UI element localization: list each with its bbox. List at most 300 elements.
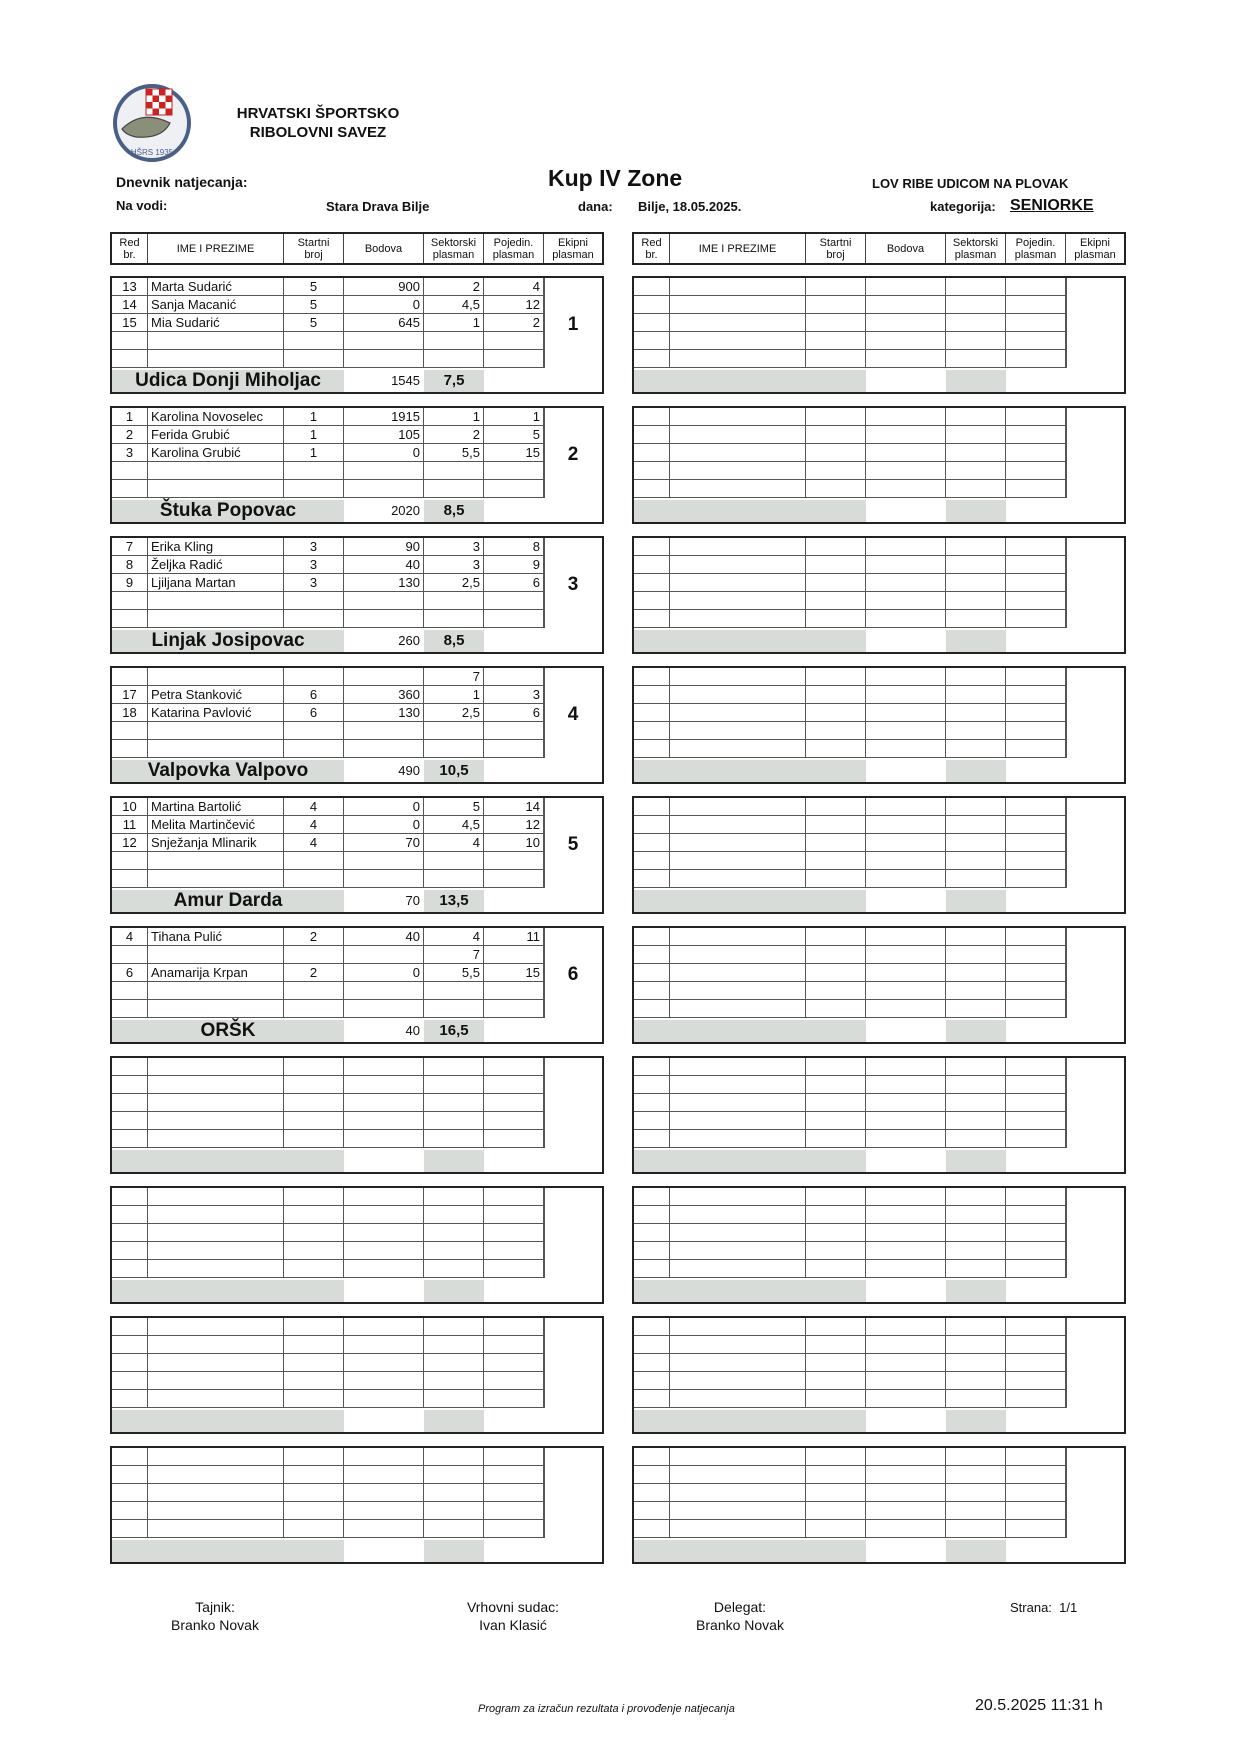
start-number: 4: [284, 834, 344, 851]
sector-placement: 5,5: [424, 444, 484, 461]
row-number: [634, 686, 670, 703]
sector-placement: [946, 426, 1006, 443]
individual-placement: [1006, 1188, 1066, 1205]
start-number: [806, 1130, 866, 1147]
start-number: [284, 1260, 344, 1277]
individual-placement: [1006, 1520, 1066, 1537]
start-number: [806, 1112, 866, 1129]
competitor-name: [670, 1354, 806, 1371]
points: [344, 1484, 424, 1501]
points: [866, 408, 946, 425]
individual-placement: [1006, 1130, 1066, 1147]
sector-placement: [946, 1188, 1006, 1205]
team-placement: [946, 500, 1006, 522]
row-number: [634, 1318, 670, 1335]
discipline: LOV RIBE UDICOM NA PLOVAK: [872, 176, 1069, 191]
sector-placement: [946, 1112, 1006, 1129]
sector-placement: [946, 982, 1006, 999]
points: [866, 314, 946, 331]
start-number: [284, 1224, 344, 1241]
competitor-row: [112, 408, 544, 426]
competitor-row: [634, 278, 1066, 296]
start-number: [806, 1076, 866, 1093]
start-number: [806, 1466, 866, 1483]
individual-placement: [1006, 1112, 1066, 1129]
competitor-row: [634, 1242, 1066, 1260]
competitor-row: [112, 1318, 544, 1336]
row-number: [112, 610, 148, 627]
points: [866, 704, 946, 721]
start-number: [284, 592, 344, 609]
competitor-name: [148, 1466, 284, 1483]
points: 70: [344, 834, 424, 851]
row-number: [634, 870, 670, 887]
start-number: [284, 740, 344, 757]
competitor-name: [670, 1076, 806, 1093]
start-number: [806, 1448, 866, 1465]
row-number: 17: [112, 686, 148, 703]
points: [866, 1058, 946, 1075]
col-sector: Sektorski plasman: [424, 234, 484, 263]
row-number: [634, 798, 670, 815]
row-number: [112, 1206, 148, 1223]
competitor-name: Sanja Macanić: [148, 296, 284, 313]
competitor-name: [148, 1260, 284, 1277]
individual-placement: [484, 852, 544, 869]
competitor-name: [148, 870, 284, 887]
start-number: [806, 686, 866, 703]
competitor-row: [634, 1094, 1066, 1112]
sector-placement: [946, 1206, 1006, 1223]
sector-placement: [946, 798, 1006, 815]
points: 0: [344, 296, 424, 313]
row-number: 12: [112, 834, 148, 851]
competitor-name: [670, 1336, 806, 1353]
sector-placement: [946, 722, 1006, 739]
start-number: [806, 1242, 866, 1259]
team-name: Amur Darda: [173, 890, 283, 911]
points: 90: [344, 538, 424, 555]
individual-placement: [1006, 408, 1066, 425]
points: [866, 1520, 946, 1537]
competitor-name: [148, 1242, 284, 1259]
points: [866, 610, 946, 627]
individual-placement: [484, 1448, 544, 1465]
row-number: [112, 852, 148, 869]
points: [866, 816, 946, 833]
row-number: [112, 592, 148, 609]
competitor-name: [670, 982, 806, 999]
row-number: [634, 1260, 670, 1277]
individual-placement: 8: [484, 538, 544, 555]
start-number: [284, 1188, 344, 1205]
team-block-right: [632, 406, 1126, 524]
competitor-name: [670, 426, 806, 443]
points: [344, 480, 424, 497]
row-number: [634, 928, 670, 945]
row-number: [634, 592, 670, 609]
individual-placement: [1006, 444, 1066, 461]
sector-placement: [424, 1000, 484, 1017]
competitor-row: [112, 1094, 544, 1112]
competitor-name: [670, 834, 806, 851]
team-placement: [946, 370, 1006, 392]
team-block-left: [110, 1056, 604, 1174]
hsrs-logo: [112, 83, 192, 163]
competitor-name: [148, 852, 284, 869]
individual-placement: 14: [484, 798, 544, 815]
individual-placement: [1006, 928, 1066, 945]
team-placement: [946, 890, 1006, 912]
competitor-name: [670, 1000, 806, 1017]
start-number: [284, 350, 344, 367]
competitor-name: [670, 592, 806, 609]
start-number: 2: [284, 928, 344, 945]
individual-placement: 15: [484, 444, 544, 461]
start-number: [806, 426, 866, 443]
sector-placement: [424, 610, 484, 627]
competitor-name: [148, 1076, 284, 1093]
competitor-name: [670, 278, 806, 295]
competitor-row: [112, 1502, 544, 1520]
water-label: Na vodi:: [116, 198, 168, 213]
competitor-name: [148, 1336, 284, 1353]
team-name-bar: [112, 1150, 344, 1172]
team-block-right: [632, 1446, 1126, 1564]
individual-placement: [484, 722, 544, 739]
competitor-row: [112, 1076, 544, 1094]
row-number: [634, 350, 670, 367]
team-block-right: [632, 1056, 1126, 1174]
sector-placement: 2: [424, 278, 484, 295]
points: [866, 1094, 946, 1111]
row-number: [112, 462, 148, 479]
individual-placement: [1006, 610, 1066, 627]
points: [866, 870, 946, 887]
competitor-row: [634, 946, 1066, 964]
individual-placement: [484, 1188, 544, 1205]
row-number: 14: [112, 296, 148, 313]
points: [344, 1336, 424, 1353]
individual-placement: [1006, 722, 1066, 739]
competitor-name: [670, 444, 806, 461]
sector-placement: [424, 462, 484, 479]
row-number: [634, 1466, 670, 1483]
individual-placement: [1006, 870, 1066, 887]
points: [866, 722, 946, 739]
individual-placement: 10: [484, 834, 544, 851]
row-number: [634, 1076, 670, 1093]
row-number: [634, 408, 670, 425]
individual-placement: [1006, 946, 1066, 963]
individual-placement: [1006, 686, 1066, 703]
sector-placement: [424, 1076, 484, 1093]
individual-placement: [1006, 462, 1066, 479]
sector-placement: [424, 740, 484, 757]
individual-placement: [484, 1502, 544, 1519]
sector-placement: [946, 704, 1006, 721]
individual-placement: [1006, 350, 1066, 367]
sector-placement: [946, 1260, 1006, 1277]
individual-placement: [484, 1242, 544, 1259]
individual-placement: [1006, 1076, 1066, 1093]
row-number: 18: [112, 704, 148, 721]
start-number: [806, 1206, 866, 1223]
competitor-row: [112, 1130, 544, 1148]
col-individual-right: Pojedin. plasman: [1006, 234, 1066, 263]
points: [866, 1336, 946, 1353]
page-number: Strana: 1/1: [1010, 1600, 1078, 1615]
start-number: [806, 1224, 866, 1241]
col-sector-right: Sektorski plasman: [946, 234, 1006, 263]
team-block-left: [110, 536, 604, 654]
points: [866, 834, 946, 851]
team-name-bar: [634, 890, 866, 912]
competitor-name: [670, 332, 806, 349]
sector-placement: [946, 538, 1006, 555]
team-name-bar: [634, 1150, 866, 1172]
sector-placement: [946, 1058, 1006, 1075]
individual-placement: [1006, 1336, 1066, 1353]
row-number: [634, 1000, 670, 1017]
sector-placement: [424, 1242, 484, 1259]
start-number: [806, 1058, 866, 1075]
points: [344, 870, 424, 887]
start-number: [284, 1502, 344, 1519]
start-number: [806, 538, 866, 555]
competitor-row: [634, 296, 1066, 314]
individual-placement: 1: [484, 408, 544, 425]
start-number: [806, 1188, 866, 1205]
row-number: [634, 314, 670, 331]
start-number: [806, 556, 866, 573]
competitor-row: [112, 1448, 544, 1466]
competitor-name: [148, 1206, 284, 1223]
individual-placement: [484, 350, 544, 367]
competitor-name: [148, 592, 284, 609]
competitor-row: [634, 1130, 1066, 1148]
competitor-row: [634, 1336, 1066, 1354]
points: 0: [344, 798, 424, 815]
water-name: Stara Drava Bilje: [326, 199, 430, 214]
points: [866, 1502, 946, 1519]
competitor-name: [670, 556, 806, 573]
competitor-name: [670, 1484, 806, 1501]
competitor-row: [112, 852, 544, 870]
points: [866, 964, 946, 981]
competitor-row: [634, 1076, 1066, 1094]
row-number: 9: [112, 574, 148, 591]
competitor-name: [148, 1520, 284, 1537]
competitor-name: [670, 852, 806, 869]
delegate-block: [675, 1598, 805, 1634]
sector-placement: 7: [424, 668, 484, 685]
start-number: [806, 1372, 866, 1389]
sector-placement: [424, 592, 484, 609]
sector-placement: [424, 350, 484, 367]
row-number: [634, 740, 670, 757]
start-number: 3: [284, 556, 344, 573]
competitor-row: [112, 1520, 544, 1538]
competitor-row: [112, 870, 544, 888]
points: [866, 350, 946, 367]
points: [344, 852, 424, 869]
row-number: [112, 946, 148, 963]
date-label: dana:: [578, 199, 613, 214]
sector-placement: [946, 1076, 1006, 1093]
individual-placement: [484, 610, 544, 627]
individual-placement: [1006, 1354, 1066, 1371]
row-number: [112, 480, 148, 497]
individual-placement: [1006, 574, 1066, 591]
competitor-row: [112, 332, 544, 350]
start-number: 5: [284, 278, 344, 295]
start-number: [806, 480, 866, 497]
competitor-row: [112, 278, 544, 296]
competitor-name: [670, 1112, 806, 1129]
start-number: [284, 1372, 344, 1389]
row-number: [634, 1372, 670, 1389]
points: [344, 1260, 424, 1277]
row-number: [112, 1448, 148, 1465]
individual-placement: [1006, 1372, 1066, 1389]
individual-placement: [1006, 964, 1066, 981]
individual-placement: [1006, 1094, 1066, 1111]
team-name: ORŠK: [200, 1020, 256, 1041]
competitor-row: [634, 314, 1066, 332]
individual-placement: [1006, 1466, 1066, 1483]
competitor-row: [112, 668, 544, 686]
team-placement: [946, 630, 1006, 652]
points: [866, 1260, 946, 1277]
delegate-label: Delegat:: [713, 1599, 767, 1615]
points: [866, 852, 946, 869]
competitor-row: [112, 1112, 544, 1130]
competitor-name: Tihana Pulić: [148, 928, 284, 945]
row-number: [112, 1318, 148, 1335]
individual-placement: [1006, 278, 1066, 295]
individual-placement: [484, 592, 544, 609]
points: [866, 1224, 946, 1241]
row-number: [112, 1076, 148, 1093]
start-number: [806, 592, 866, 609]
team-total-points: 40: [405, 1023, 420, 1038]
competitor-name: [148, 1502, 284, 1519]
team-rank: 5: [567, 834, 579, 855]
competitor-name: Snježanja Mlinarik: [148, 834, 284, 851]
sector-placement: [946, 610, 1006, 627]
sector-placement: [424, 1130, 484, 1147]
sector-placement: [424, 1520, 484, 1537]
points: [344, 1000, 424, 1017]
competitor-name: [670, 1242, 806, 1259]
row-number: [634, 444, 670, 461]
start-number: 1: [284, 426, 344, 443]
team-rank: 1: [567, 314, 579, 335]
start-number: 6: [284, 686, 344, 703]
start-number: 4: [284, 798, 344, 815]
sector-placement: 2,5: [424, 574, 484, 591]
competitor-row: [634, 1520, 1066, 1538]
points: [866, 798, 946, 815]
team-name-bar: [634, 500, 866, 522]
start-number: [806, 704, 866, 721]
sector-placement: [946, 1318, 1006, 1335]
competitor-row: [634, 816, 1066, 834]
points: [344, 350, 424, 367]
sector-placement: [424, 1466, 484, 1483]
sector-placement: [946, 946, 1006, 963]
team-placement: [424, 1410, 484, 1432]
individual-placement: [484, 1076, 544, 1093]
row-number: [634, 1484, 670, 1501]
competitor-name: [670, 350, 806, 367]
points: [866, 556, 946, 573]
row-number: [634, 668, 670, 685]
sector-placement: 5: [424, 798, 484, 815]
individual-placement: [1006, 816, 1066, 833]
row-number: [634, 480, 670, 497]
individual-placement: [1006, 480, 1066, 497]
row-number: [634, 1336, 670, 1353]
row-number: 8: [112, 556, 148, 573]
sector-placement: [946, 834, 1006, 851]
team-block-right: [632, 1316, 1126, 1434]
start-number: [284, 610, 344, 627]
row-number: [634, 1354, 670, 1371]
competitor-name: [670, 1260, 806, 1277]
competitor-row: [112, 834, 544, 852]
sector-placement: [424, 1224, 484, 1241]
row-number: 1: [112, 408, 148, 425]
individual-placement: [484, 1466, 544, 1483]
competitor-name: Erika Kling: [148, 538, 284, 555]
competitor-name: Mia Sudarić: [148, 314, 284, 331]
start-number: [806, 1260, 866, 1277]
competitor-name: [148, 668, 284, 685]
individual-placement: 4: [484, 278, 544, 295]
start-number: [806, 816, 866, 833]
row-number: 11: [112, 816, 148, 833]
points: [866, 1354, 946, 1371]
competitor-row: [634, 852, 1066, 870]
competitor-name: [148, 350, 284, 367]
points: [344, 668, 424, 685]
row-number: [634, 556, 670, 573]
col-red-br-right: Red br.: [634, 234, 670, 263]
competitor-name: [670, 798, 806, 815]
competitor-row: [634, 834, 1066, 852]
start-number: 1: [284, 444, 344, 461]
individual-placement: [484, 1520, 544, 1537]
competitor-row: [112, 314, 544, 332]
start-number: [806, 1390, 866, 1407]
sector-placement: [424, 1448, 484, 1465]
row-number: [634, 1206, 670, 1223]
competitor-name: [148, 1112, 284, 1129]
sector-placement: [946, 1466, 1006, 1483]
sector-placement: [946, 1224, 1006, 1241]
points: [344, 610, 424, 627]
row-number: [112, 668, 148, 685]
team-name: Linjak Josipovac: [151, 630, 305, 651]
competitor-name: [148, 722, 284, 739]
row-number: [634, 816, 670, 833]
competitor-row: [112, 1242, 544, 1260]
competitor-name: [148, 1318, 284, 1335]
start-number: [806, 314, 866, 331]
start-number: [806, 1336, 866, 1353]
